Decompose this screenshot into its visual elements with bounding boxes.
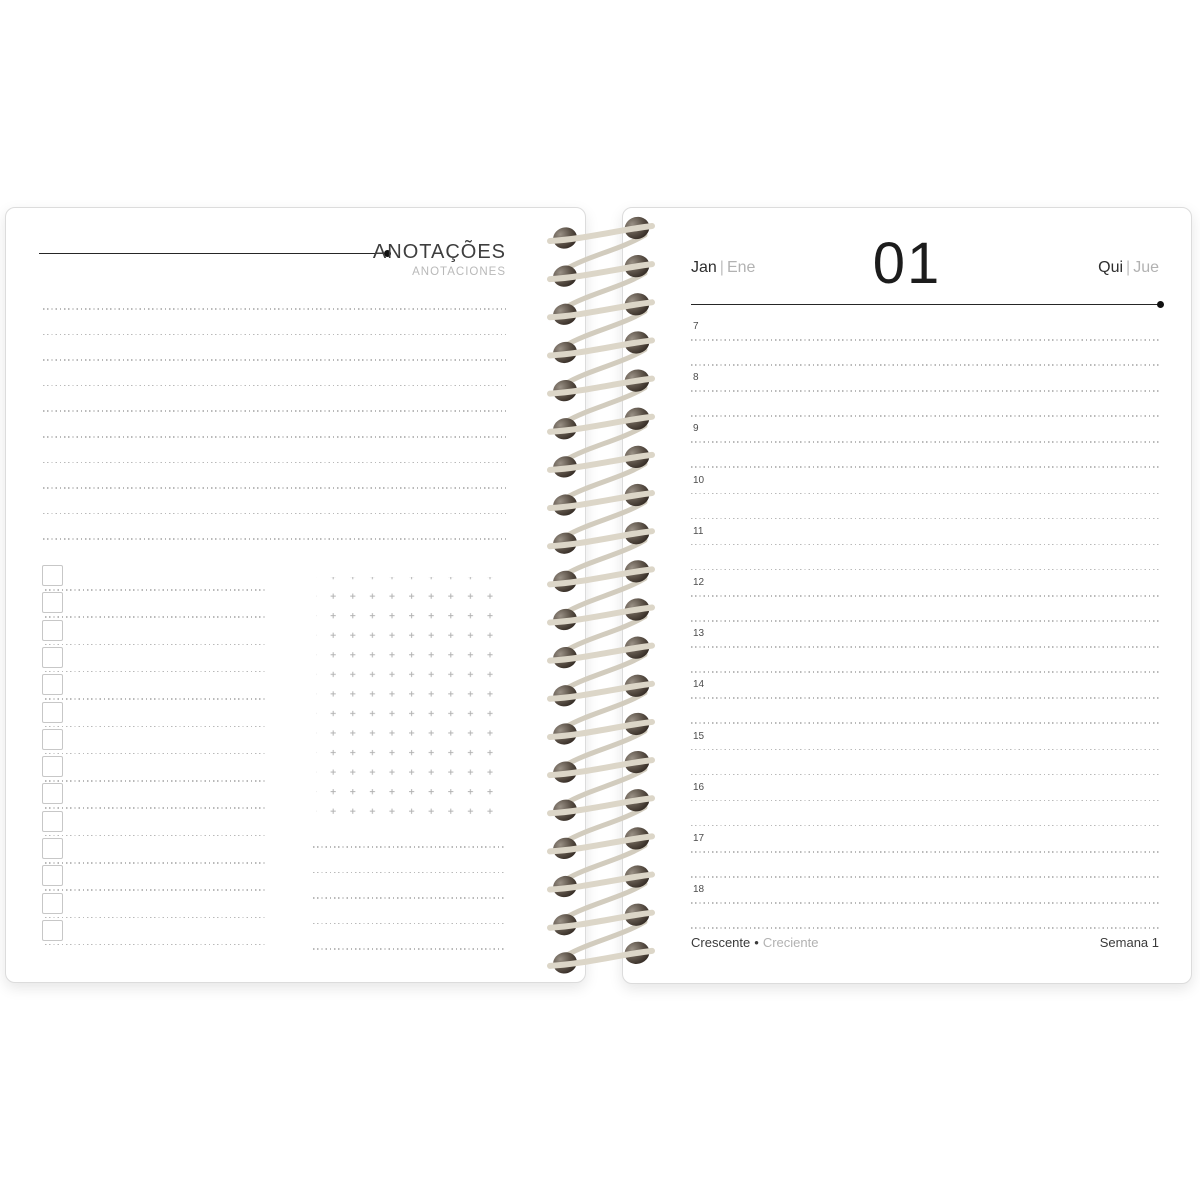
hour-label: 11 — [693, 525, 704, 537]
anotacoes-subtitle: ANOTACIONES — [412, 266, 506, 278]
checkbox-line — [45, 589, 267, 591]
hour-label: 12 — [693, 577, 705, 588]
weekday-pipe: | — [1126, 259, 1131, 276]
checkbox-line — [45, 644, 267, 646]
moon-phase-primary: Crescente — [691, 935, 751, 950]
hour-line — [691, 749, 1161, 751]
hour-label: 8 — [693, 372, 699, 384]
hour-label: 15 — [693, 730, 705, 742]
hour-label: 7 — [693, 321, 699, 332]
checkbox-line — [45, 726, 267, 728]
notes-line — [43, 487, 506, 489]
notes-line — [43, 538, 506, 540]
hour-label: 16 — [693, 781, 705, 793]
hour-midline — [691, 671, 1161, 673]
notes-line — [43, 436, 506, 438]
checkbox-line — [45, 889, 267, 891]
date-header-rule — [691, 304, 1161, 305]
hour-midline — [691, 569, 1161, 571]
hour-line — [691, 902, 1161, 904]
hour-label: 14 — [693, 679, 705, 691]
weekday-label — [1098, 259, 1159, 277]
hour-midline — [691, 927, 1161, 929]
hour-midline — [691, 722, 1161, 724]
hour-midline — [691, 466, 1161, 468]
hour-midline — [691, 774, 1161, 776]
moon-phase-secondary: Creciente — [762, 935, 819, 950]
hour-midline — [691, 415, 1161, 417]
week-label: Semana 1 — [1099, 935, 1159, 950]
checkbox — [42, 920, 63, 941]
hour-midline — [691, 825, 1161, 827]
dot-grid — [311, 574, 511, 826]
month-pipe: | — [719, 259, 724, 276]
checkbox-line — [45, 616, 267, 618]
notes-line — [43, 359, 506, 361]
checkbox-line — [45, 862, 267, 864]
notes-line — [43, 410, 506, 412]
checkbox — [42, 702, 63, 723]
hour-line — [691, 441, 1161, 443]
anotacoes-header-rule — [39, 253, 388, 254]
hour-midline — [691, 518, 1161, 520]
month-primary: Jan — [691, 259, 717, 276]
hour-label: 13 — [693, 628, 705, 640]
hour-label: 18 — [693, 884, 705, 896]
hour-line — [691, 595, 1161, 597]
checkbox — [42, 647, 63, 668]
notes-line — [43, 462, 506, 464]
hour-line — [691, 493, 1161, 495]
checkbox-line — [45, 753, 267, 755]
checkbox-line — [45, 698, 267, 700]
right-page — [622, 207, 1192, 984]
checkbox — [42, 893, 63, 914]
notes-line — [43, 308, 506, 310]
moon-phase-bullet-icon: • — [754, 935, 759, 950]
anotacoes-title: ANOTAÇÕES — [372, 241, 506, 263]
checkbox — [42, 592, 63, 613]
hour-line — [691, 339, 1161, 341]
checkbox-line — [45, 917, 267, 919]
hour-label: 10 — [693, 474, 705, 486]
notes-line — [43, 385, 506, 387]
hour-line — [691, 851, 1161, 853]
checkbox — [42, 811, 63, 832]
checkbox — [42, 620, 63, 641]
small-notes-line — [313, 846, 504, 848]
month-secondary: Ene — [726, 259, 756, 276]
notes-line — [43, 513, 506, 515]
small-notes-line — [313, 948, 504, 950]
notes-line — [43, 334, 506, 336]
checkbox — [42, 674, 63, 695]
hour-line — [691, 544, 1161, 546]
weekday-secondary: Jue — [1133, 259, 1159, 276]
checkbox-line — [45, 944, 267, 946]
hour-midline — [691, 876, 1161, 878]
checkbox-line — [45, 835, 267, 837]
checkbox — [42, 729, 63, 750]
hour-label: 17 — [693, 833, 705, 844]
hour-line — [691, 390, 1161, 392]
hour-line — [691, 697, 1161, 699]
weekday-primary: Qui — [1098, 259, 1124, 276]
hour-midline — [691, 620, 1161, 622]
small-notes-line — [313, 872, 504, 874]
hour-line — [691, 646, 1161, 648]
checkbox-line — [45, 807, 267, 809]
small-notes-line — [313, 897, 504, 899]
checkbox — [42, 756, 63, 777]
rule-end-dot-icon — [1157, 301, 1164, 308]
checkbox — [42, 838, 63, 859]
checkbox-line — [45, 671, 267, 673]
left-page — [5, 207, 586, 983]
hour-label: 9 — [693, 423, 699, 435]
hour-line — [691, 800, 1161, 802]
checkbox — [42, 783, 63, 804]
checkbox — [42, 865, 63, 886]
day-number: 01 — [872, 231, 942, 296]
small-notes-line — [313, 923, 504, 925]
checkbox — [42, 565, 63, 586]
moon-phase-label — [691, 935, 818, 950]
hour-midline — [691, 364, 1161, 366]
checkbox-line — [45, 780, 267, 782]
